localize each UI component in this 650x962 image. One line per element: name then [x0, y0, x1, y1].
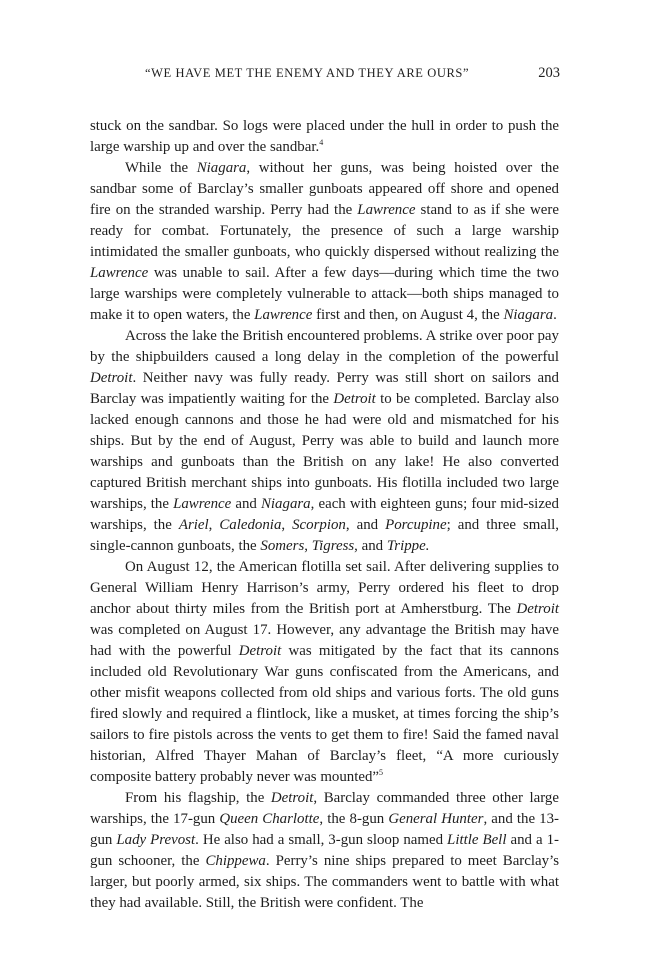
text-run: and — [231, 496, 261, 512]
text-run: , without her guns, was being hoisted over the sandbar some of Barclay’s smaller gunboats appeared off shore and opened fire on the stranded warship. Perry had the — [90, 160, 559, 218]
italic-text: Queen Charlotte — [219, 811, 320, 827]
italic-text: Detroit — [238, 643, 282, 659]
italic-text: Little Bell — [447, 832, 507, 848]
italic-text: General Hunter — [388, 811, 484, 827]
italic-text: Porcupine — [385, 517, 447, 533]
text-run: first and then, on August 4, the — [312, 307, 504, 323]
italic-text: Lady Prevost — [116, 832, 196, 848]
text-run: From his flagship, the — [125, 790, 271, 806]
text-run: . Neither navy was fully ready. Perry was still short on sailors and Barclay was impatiently waiting for the — [90, 370, 559, 407]
italic-text: Scorpion — [292, 517, 346, 533]
italic-text: Niagara — [196, 160, 247, 176]
italic-text: Ariel — [178, 517, 209, 533]
body-text — [90, 116, 559, 914]
italic-text: Lawrence — [173, 496, 232, 512]
text-run: On August 12, the American flotilla set sail. After delivering supplies to General William Henry Harrison’s army, Perry ordered his fleet to drop anchor about thirty miles from the British port at Amherstburg. The — [90, 559, 559, 617]
text-run: ; and three small, single-cannon gunboats, the — [90, 517, 559, 554]
text-run: . Perry’s nine ships prepared to meet Barclay’s larger, but poorly armed, six ships. The commanders went to battle with what they had available. Still, the British were confident. The — [90, 853, 559, 911]
paragraph — [90, 326, 559, 557]
italic-text: Tigress — [311, 538, 355, 554]
italic-text: Somers — [260, 538, 305, 554]
italic-text: Lawrence — [90, 265, 149, 281]
page-number: 203 — [538, 65, 560, 81]
text-run: , — [208, 517, 220, 533]
text-run: stuck on the sandbar. So logs were placed under the hull in order to push the large warship up and over the sandbar. — [90, 118, 559, 155]
text-run: and a 1-gun schooner, the — [90, 832, 560, 869]
running-head-title: “WE HAVE MET THE ENEMY AND THEY ARE OURS” — [145, 66, 470, 80]
footnote-ref: 4 — [319, 138, 324, 147]
paragraph — [90, 158, 559, 326]
footnote-ref: 5 — [379, 768, 384, 777]
paragraph — [90, 788, 559, 914]
text-run: was completed on August 17. However, any advantage the British may have had with the powerful — [90, 622, 559, 659]
text-run: stand to as if she were ready for combat. Fortunately, the presence of such a large warship intimidated the smaller gunboats, who quickly dispersed without realizing the — [90, 202, 559, 260]
text-run: . — [553, 307, 557, 323]
text-run: , — [304, 538, 312, 554]
running-head — [145, 66, 560, 86]
italic-text: Detroit — [270, 790, 314, 806]
italic-text: Lawrence — [357, 202, 416, 218]
text-run: was unable to sail. After a few days—during which time the two large warships were completely vulnerable to attack—both ships managed to make it to open waters, the — [90, 265, 559, 323]
italic-text: Niagara — [260, 496, 311, 512]
text-run: While the — [125, 160, 197, 176]
text-run: Across the lake the British encountered problems. A strike over poor pay by the shipbuilders caused a long delay in the completion of the powerful — [90, 328, 559, 365]
text-run: , and — [354, 538, 387, 554]
text-run: was mitigated by the fact that its cannons included old Revolutionary War guns confiscated from the Americans, and other misfit weapons collected from old ships and various forts. The old guns fired slowly and required a flintlock, like a musket, at times forcing the ship’s sailors to fire pistols across the vents to get them to fire! Said the famed naval historian, Alfred Thayer Mahan of Barclay’s fleet, “A more curiously composite battery probably never was mounted” — [90, 643, 559, 785]
text-run: , Barclay commanded three other large warships, the 17-gun — [90, 790, 559, 827]
paragraph — [90, 557, 559, 788]
paragraph — [90, 116, 559, 158]
text-run: , and — [345, 517, 386, 533]
italic-text: Niagara — [503, 307, 554, 323]
text-run: . He also had a small, 3-gun sloop named — [195, 832, 448, 848]
italic-text: Detroit — [516, 601, 559, 617]
italic-text: Trippe. — [386, 538, 430, 554]
italic-text: Chippewa — [205, 853, 266, 869]
italic-text: Detroit — [333, 391, 376, 407]
text-run: , and the 13-gun — [90, 811, 559, 848]
text-run: , — [281, 517, 293, 533]
text-run: , the 8-gun — [319, 811, 389, 827]
text-run: to be completed. Barclay also lacked enough cannons and those he had were old and mismatched for his ships. But by the end of August, Perry was able to build and launch more warships and gunboats than the British on any lake! He also converted captured British merchant ships into gunboats. His flotilla included two large warships, the — [90, 391, 560, 512]
text-run: , each with eighteen guns; four mid-sized warships, the — [90, 496, 559, 533]
italic-text: Detroit — [90, 370, 133, 386]
italic-text: Lawrence — [254, 307, 313, 323]
italic-text: Caledonia — [219, 517, 282, 533]
